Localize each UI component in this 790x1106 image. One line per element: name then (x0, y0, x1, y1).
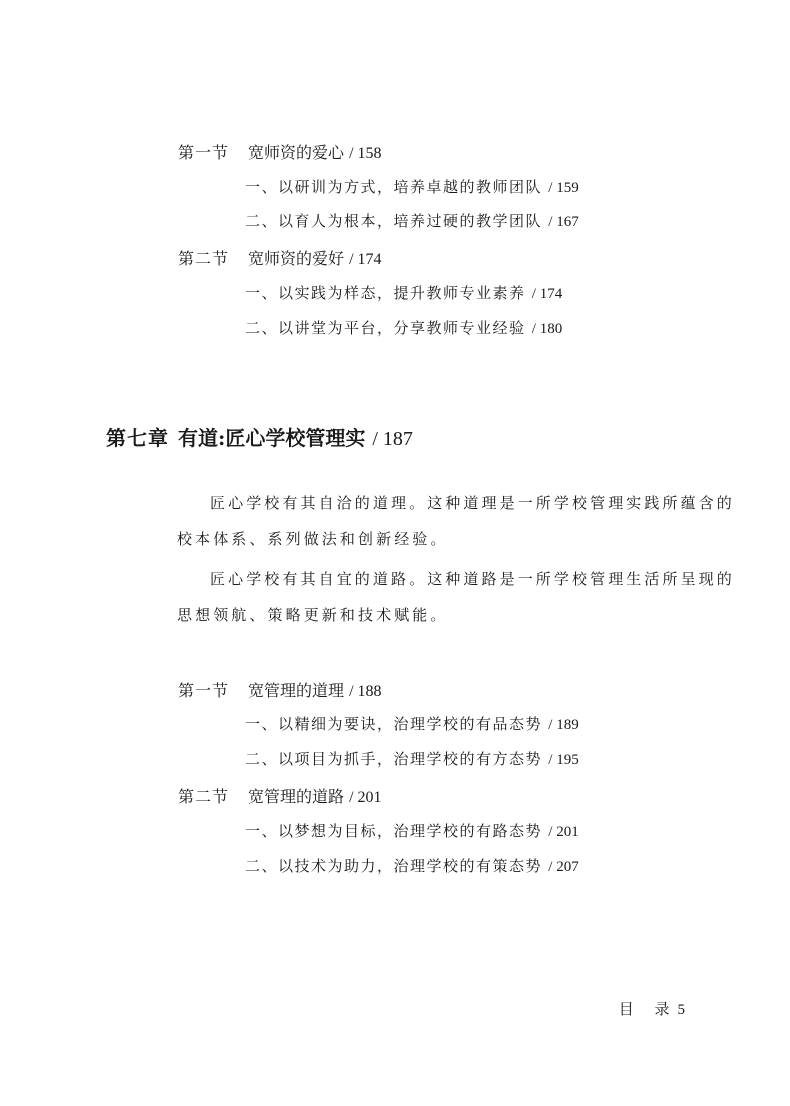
page-reference: / 195 (548, 752, 579, 768)
page-reference: / 187 (372, 428, 413, 450)
entry-title: 二、以育人为根本，培养过硬的教学团队 (245, 212, 543, 230)
entry-title: 一、以梦想为目标，治理学校的有路态势 (245, 822, 543, 840)
intro-paragraph-line: 匠心学校有其自洽的道理。这种道理是一所学校管理实践所蕴含的 (210, 494, 735, 512)
page-reference: / 174 (349, 251, 382, 268)
toc-entry[interactable] (245, 820, 579, 841)
intro-paragraph-line: 思想领航、策略更新和技术赋能。 (177, 606, 449, 624)
toc-entry[interactable] (245, 210, 579, 231)
toc-section-heading[interactable] (178, 784, 382, 807)
page-reference: / 167 (548, 214, 579, 230)
section-label: 第二节 (178, 249, 230, 268)
section-title: 宽师资的爱好 (248, 249, 345, 268)
entry-title: 二、以项目为抓手，治理学校的有方态势 (245, 750, 543, 768)
page-reference: / 201 (349, 789, 382, 806)
chapter-heading[interactable] (106, 422, 413, 451)
entry-title: 二、以讲堂为平台，分享教师专业经验 (245, 319, 526, 337)
section-title: 宽管理的道理 (248, 681, 345, 700)
toc-section-heading[interactable] (178, 246, 382, 269)
intro-paragraph-line: 校本体系、系列做法和创新经验。 (177, 530, 449, 548)
toc-section-heading[interactable] (178, 678, 382, 701)
footer-page-number: 5 (677, 1002, 685, 1018)
page-reference: / 207 (548, 859, 579, 875)
section-title: 宽管理的道路 (248, 787, 345, 806)
page-reference: / 201 (548, 824, 579, 840)
toc-entry[interactable] (245, 855, 579, 876)
toc-entry[interactable] (245, 176, 579, 197)
toc-entry[interactable] (245, 713, 579, 734)
page-reference: / 189 (548, 717, 579, 733)
entry-title: 二、以技术为助力，治理学校的有策态势 (245, 857, 543, 875)
section-label: 第一节 (178, 681, 230, 700)
page-reference: / 158 (349, 145, 382, 162)
page-footer (619, 998, 685, 1019)
chapter-label: 第七章 (106, 426, 169, 450)
page-reference: / 159 (548, 180, 579, 196)
toc-entry[interactable] (245, 748, 579, 769)
page-reference: / 174 (531, 286, 563, 302)
toc-section-heading[interactable] (178, 140, 382, 163)
entry-title: 一、以精细为要诀，治理学校的有品态势 (245, 715, 543, 733)
section-label: 第一节 (178, 143, 230, 162)
page-reference: / 188 (349, 683, 382, 700)
toc-entry[interactable] (245, 282, 562, 303)
section-label: 第二节 (178, 787, 230, 806)
intro-paragraph-line: 匠心学校有其自宜的道路。这种道路是一所学校管理生活所呈现的 (210, 570, 735, 588)
entry-title: 一、以实践为样态，提升教师专业素养 (245, 284, 526, 302)
footer-label: 目 录 (618, 1000, 678, 1018)
chapter-title: 有道:匠心学校管理实 (178, 426, 366, 450)
toc-entry[interactable] (245, 317, 562, 338)
page-reference: / 180 (531, 321, 563, 337)
section-title: 宽师资的爱心 (248, 143, 345, 162)
entry-title: 一、以研训为方式，培养卓越的教师团队 (245, 178, 543, 196)
